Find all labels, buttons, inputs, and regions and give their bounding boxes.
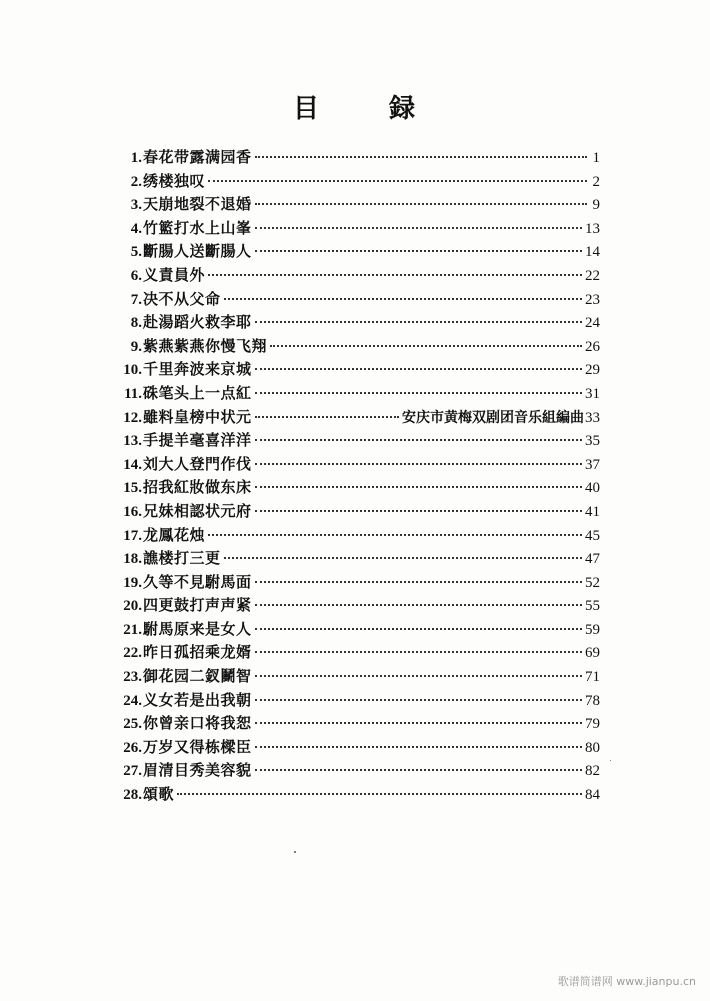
toc-entry (122, 712, 600, 736)
entry-title: 昨日孤招乘龙婿 (143, 643, 252, 662)
entry-title: 硃笔头上一点紅 (143, 383, 252, 402)
dot-leader (208, 274, 582, 276)
toc-entry (122, 476, 600, 500)
dot-leader (255, 510, 582, 512)
entry-page-number: 59 (585, 621, 600, 638)
dot-leader (255, 368, 582, 370)
entry-title: 招我紅妝做东床 (143, 478, 252, 497)
entry-number: 6. (130, 267, 142, 284)
entry-page-number: 55 (585, 598, 600, 615)
entry-number: 25. (123, 716, 142, 733)
entry-title: 龙鳳花烛 (143, 525, 206, 544)
entry-page-number: 29 (585, 362, 600, 379)
dot-leader (255, 156, 587, 158)
dot-leader (224, 557, 582, 559)
toc-entry (122, 783, 600, 807)
dot-leader (255, 769, 582, 771)
entry-page-number: 22 (585, 267, 600, 284)
print-speck (610, 760, 611, 761)
dot-leader (255, 321, 582, 323)
toc-entry (122, 594, 600, 618)
dot-leader (270, 345, 582, 347)
entry-title: 赴湯蹈火救李耶 (143, 313, 252, 332)
entry-page-number: 31 (585, 385, 600, 402)
entry-number: 27. (123, 763, 142, 780)
entry-title: 竹籃打水上山峯 (143, 218, 252, 237)
entry-title: 斷腸人送斷腸人 (143, 242, 252, 261)
entry-title: 天崩地裂不退婚 (143, 195, 252, 214)
dot-leader (255, 203, 587, 205)
toc-entry (122, 524, 600, 548)
toc-entry (122, 288, 600, 312)
toc-entry (122, 641, 600, 665)
contents-heading (0, 88, 710, 125)
entry-page-number: 24 (585, 315, 600, 332)
entry-number: 28. (123, 787, 142, 804)
toc-entry (122, 146, 600, 170)
entry-page-number: 78 (585, 692, 600, 709)
entry-page-number: 37 (585, 456, 600, 473)
entry-number: 11. (124, 385, 142, 402)
entry-number: 23. (123, 669, 142, 686)
entry-number: 22. (123, 645, 142, 662)
entry-page-number: 2 (592, 173, 600, 190)
entry-page-number: 84 (585, 787, 600, 804)
toc-entry (122, 240, 600, 264)
entry-page-number: 26 (585, 338, 600, 355)
toc-entry (122, 500, 600, 524)
table-of-contents (122, 146, 600, 807)
toc-entry (122, 217, 600, 241)
entry-page-number: 35 (585, 433, 600, 450)
entry-number: 12. (123, 409, 142, 426)
entry-page-number: 80 (585, 739, 600, 756)
dot-leader (255, 746, 582, 748)
toc-entry (122, 736, 600, 760)
entry-number: 9. (130, 338, 142, 355)
dot-leader (208, 534, 582, 536)
entry-page-number: 71 (585, 669, 600, 686)
entry-number: 24. (123, 692, 142, 709)
toc-entry (122, 311, 600, 335)
dot-leader (255, 227, 582, 229)
entry-title: 駙馬原来是女人 (143, 619, 252, 638)
toc-entry (122, 689, 600, 713)
entry-number: 15. (123, 480, 142, 497)
dot-leader (255, 675, 582, 677)
toc-entry (122, 429, 600, 453)
toc-entry (122, 665, 600, 689)
entry-page-number: 33 (585, 409, 600, 426)
dot-leader (255, 392, 582, 394)
entry-number: 3. (130, 197, 142, 214)
dot-leader (255, 439, 582, 441)
dot-leader (255, 463, 582, 465)
entry-page-number: 79 (585, 716, 600, 733)
entry-title: 雖料皇榜中状元 (143, 407, 252, 426)
entry-page-number: 69 (585, 645, 600, 662)
entry-title: 刘大人登門作伐 (143, 454, 252, 473)
entry-title: 兄妹相認状元府 (143, 501, 252, 520)
entry-title: 久等不見駙馬面 (143, 572, 252, 591)
entry-title: 紫燕紫燕你慢飞翔 (143, 336, 268, 355)
entry-title: 譙楼打三更 (143, 549, 221, 568)
entry-title: 万岁又得栋樑臣 (143, 737, 252, 756)
entry-page-number: 13 (585, 220, 600, 237)
entry-title: 眉清目秀美容貌 (143, 761, 252, 780)
dot-leader (255, 604, 582, 606)
entry-number: 20. (123, 598, 142, 615)
toc-entry (122, 618, 600, 642)
toc-entry (122, 406, 600, 430)
entry-number: 1. (130, 150, 142, 166)
print-speck (294, 851, 296, 853)
entry-page-number: 14 (585, 244, 600, 261)
entry-number: 8. (130, 315, 142, 332)
dot-leader (255, 486, 582, 488)
entry-number: 4. (130, 220, 142, 237)
entry-number: 7. (130, 291, 142, 308)
toc-entry (122, 571, 600, 595)
entry-page-number: 47 (585, 551, 600, 568)
entry-title: 义責員外 (143, 265, 206, 284)
dot-leader (255, 416, 399, 418)
toc-entry (122, 193, 600, 217)
entry-number: 13. (123, 433, 142, 450)
dot-leader (255, 250, 582, 252)
entry-page-number: 1 (592, 150, 600, 166)
entry-number: 5. (130, 244, 142, 261)
entry-page-number: 40 (585, 480, 600, 497)
entry-number: 2. (130, 173, 142, 190)
entry-note: 安庆市黄梅双剧团音乐組編曲 (402, 409, 584, 426)
entry-page-number: 82 (585, 763, 600, 780)
dot-leader (224, 298, 582, 300)
entry-page-number: 23 (585, 291, 600, 308)
entry-title: 决不从父命 (143, 289, 221, 308)
entry-title: 绣楼独叹 (143, 171, 206, 190)
entry-number: 26. (123, 739, 142, 756)
entry-number: 17. (123, 527, 142, 544)
site-watermark: 歌谱简谱网 www.jianpu.cn (557, 975, 696, 988)
entry-title: 你曾亲口将我恕 (143, 714, 252, 733)
entry-page-number: 45 (585, 527, 600, 544)
entry-number: 16. (123, 503, 142, 520)
toc-entry (122, 264, 600, 288)
dot-leader (255, 699, 582, 701)
toc-entry (122, 358, 600, 382)
entry-title: 春花带露满园香 (143, 148, 252, 166)
entry-title: 手提羊毫喜洋洋 (143, 431, 252, 450)
dot-leader (255, 651, 582, 653)
dot-leader (255, 722, 582, 724)
toc-entry (122, 759, 600, 783)
dot-leader (208, 180, 587, 182)
toc-entry (122, 547, 600, 571)
dot-leader (255, 628, 582, 630)
entry-title: 千里奔波来京城 (143, 360, 252, 379)
heading-char-right: 録 (389, 94, 418, 124)
toc-entry (122, 453, 600, 477)
toc-entry (122, 382, 600, 406)
entry-number: 21. (123, 621, 142, 638)
entry-number: 10. (123, 362, 142, 379)
entry-title: 頌歌 (143, 785, 175, 804)
entry-title: 义女若是出我朝 (143, 690, 252, 709)
entry-number: 19. (123, 574, 142, 591)
entry-number: 14. (123, 456, 142, 473)
heading-char-left: 目 (292, 94, 321, 124)
toc-entry (122, 335, 600, 359)
entry-title: 御花园二釵鬭智 (143, 667, 252, 686)
dot-leader (255, 581, 582, 583)
entry-page-number: 52 (585, 574, 600, 591)
entry-title: 四更鼓打声声紧 (143, 596, 252, 615)
dot-leader (177, 793, 582, 795)
entry-page-number: 9 (592, 197, 600, 214)
entry-page-number: 41 (585, 503, 600, 520)
entry-number: 18. (123, 551, 142, 568)
toc-entry (122, 170, 600, 194)
